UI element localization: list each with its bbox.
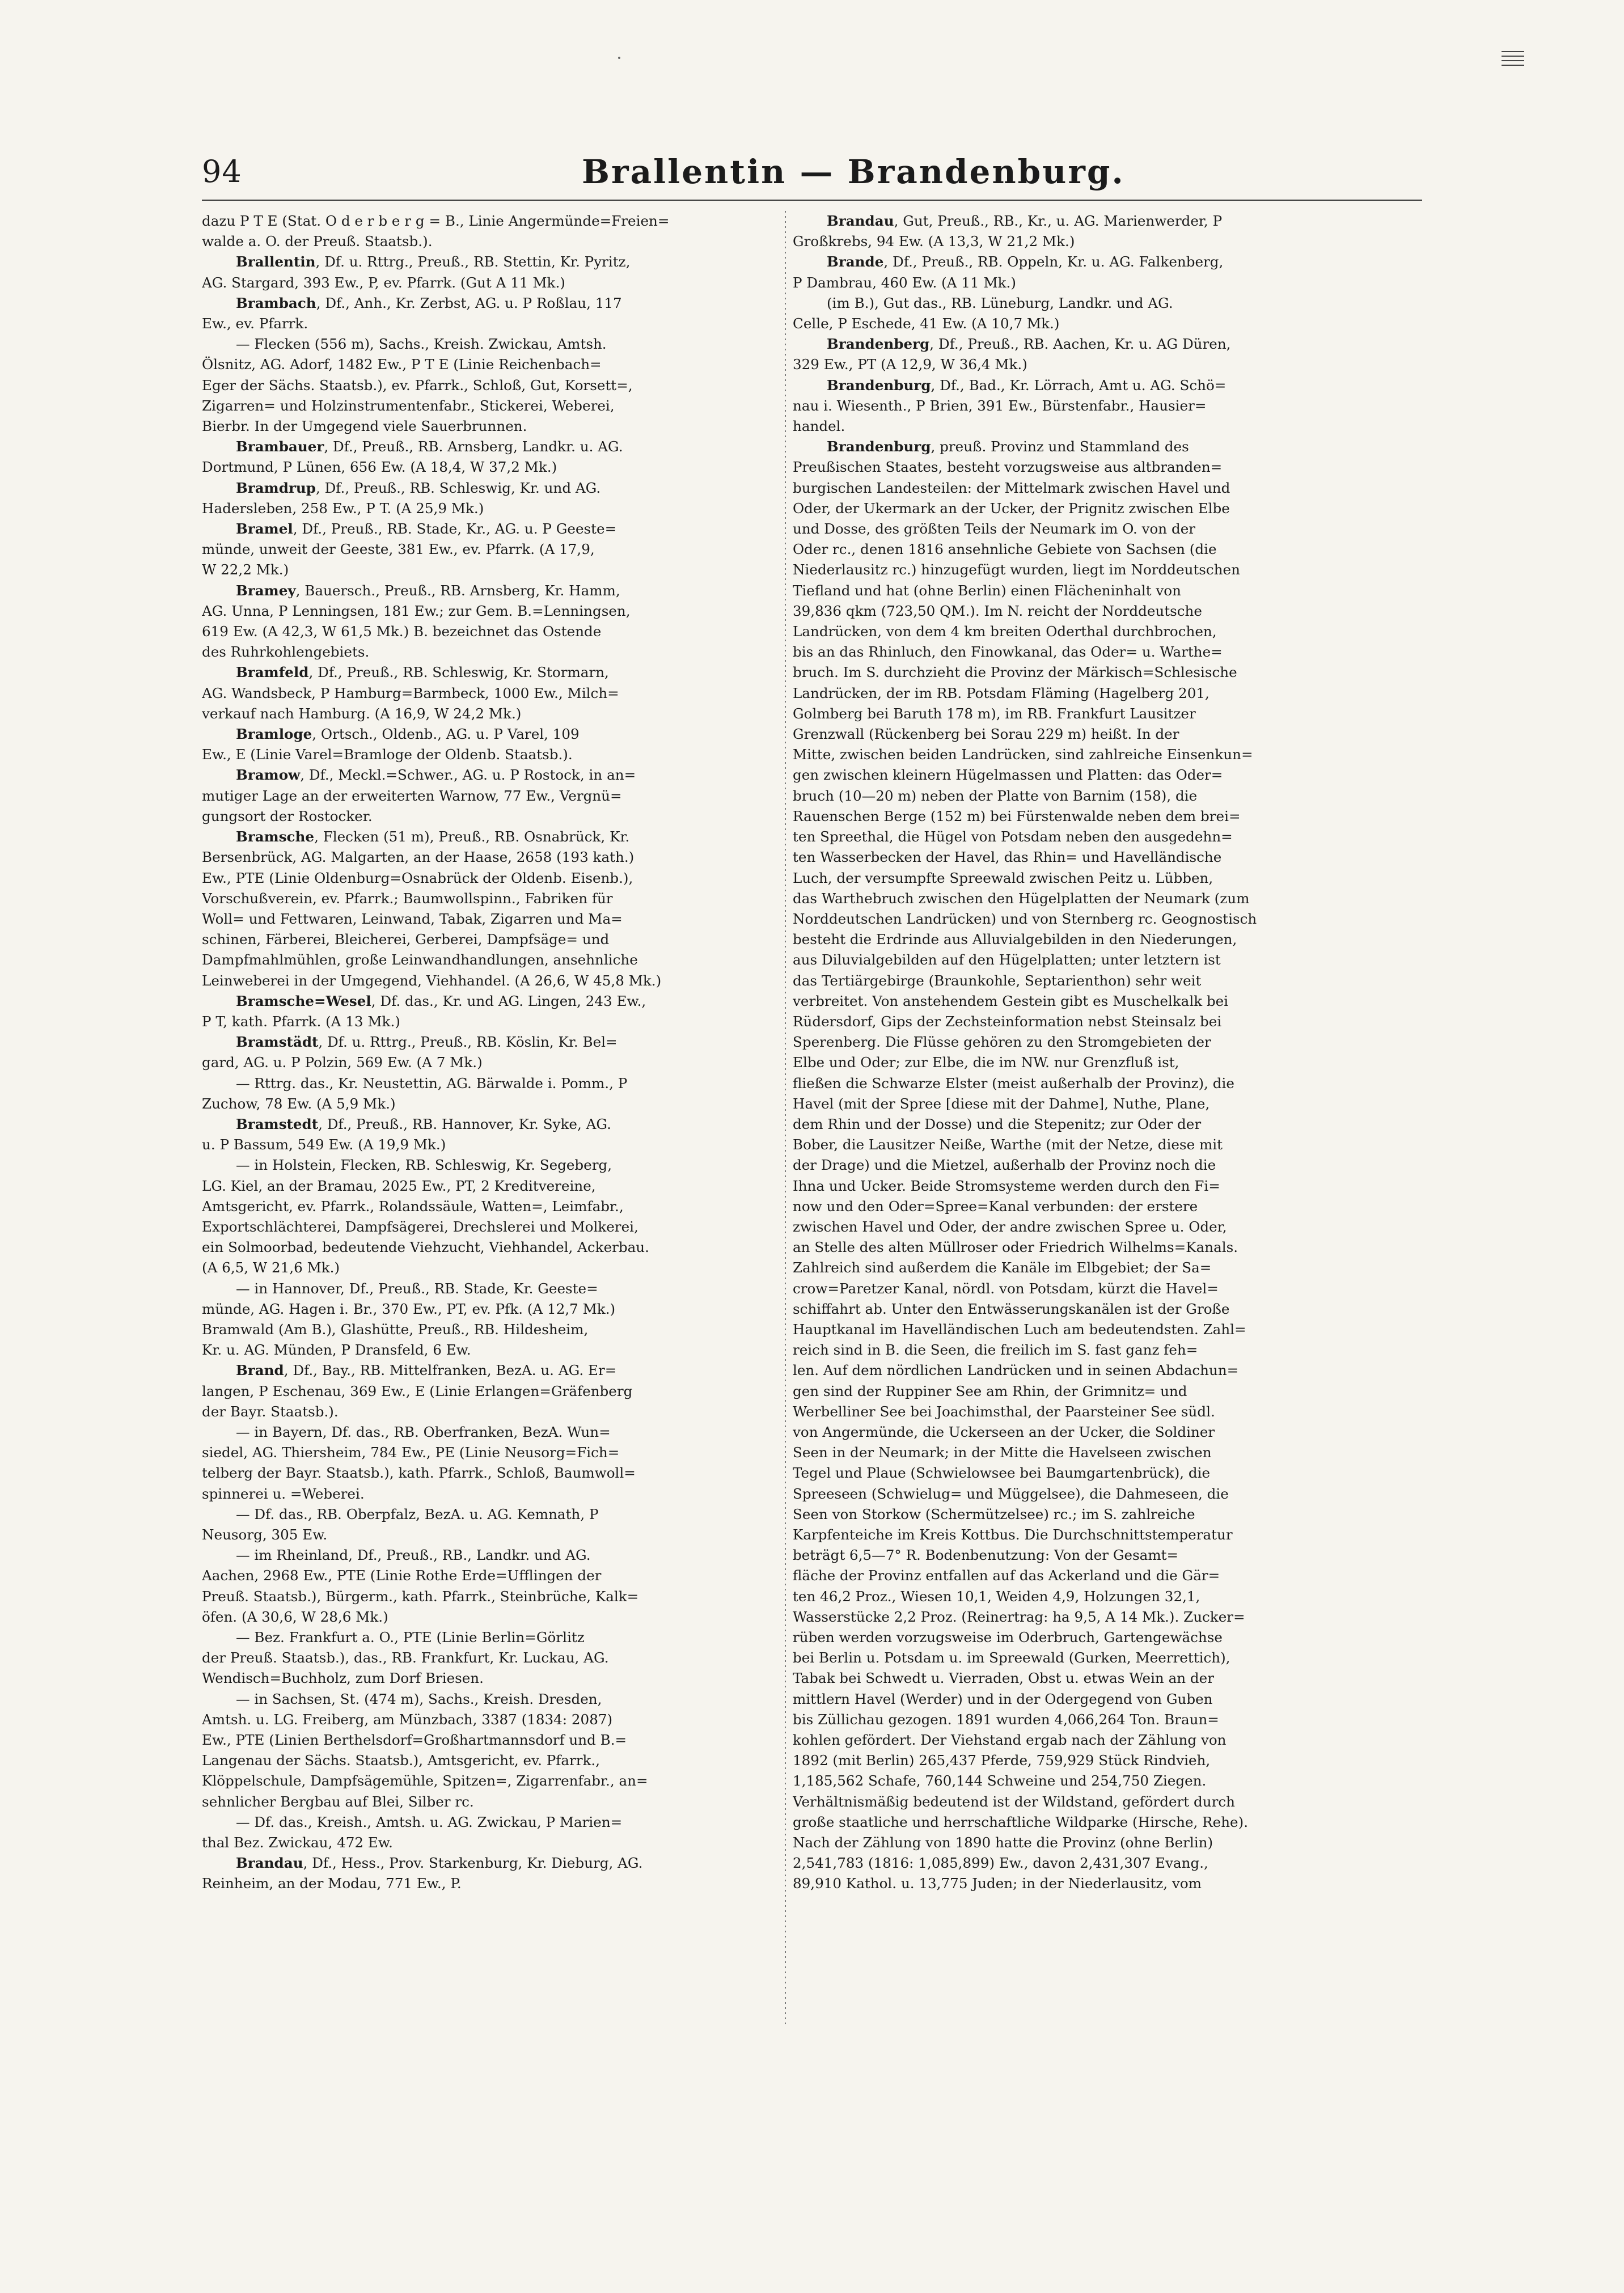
text-line: 2,541,783 (1816: 1,085,899) Ew., davon 2,431,307 Evang.,: [793, 1855, 1208, 1872]
text-line: gen zwischen kleinern Hügelmassen und Platten: das Oder=: [793, 767, 1223, 784]
entry-headword: Bramloge: [236, 726, 312, 743]
text-line: Klöppelschule, Dampfsägemühle, Spitzen=, Zigarrenfabr., an=: [202, 1772, 648, 1789]
text-line: rüben werden vorzugsweise im Oderbruch, Gartengewächse: [793, 1629, 1223, 1646]
text-line: Ew., E (Linie Varel=Bramloge der Oldenb. Staatsb.).: [202, 746, 573, 763]
entry-headword: Brambauer: [236, 438, 324, 455]
text-line: fläche der Provinz entfallen auf das Ackerland und die Gär=: [793, 1567, 1220, 1584]
text-line: Hauptkanal im Havelländischen Luch am bedeutendsten. Zahl=: [793, 1321, 1246, 1338]
text-line: Havel (mit der Spree [diese mit der Dahme], Nuthe, Plane,: [793, 1095, 1210, 1112]
text-line: Neusorg, 305 Ew.: [202, 1526, 328, 1543]
scan-edge-mark: [1502, 51, 1524, 108]
text-line: Celle, P Eschede, 41 Ew. (A 10,7 Mk.): [793, 315, 1060, 332]
text-line: Bramey, Bauersch., Preuß., RB. Arnsberg, Kr. Hamm,: [236, 582, 620, 599]
text-line: Ew., PTE (Linien Berthelsdorf=Großhartmannsdorf und B.=: [202, 1732, 627, 1749]
text-line: handel.: [793, 418, 845, 435]
entry-headword: Bramsche: [236, 828, 315, 845]
text-line: Großkrebs, 94 Ew. (A 13,3, W 21,2 Mk.): [793, 233, 1075, 250]
text-line: Spreeseen (Schwielug= und Müggelsee), die Dahmeseen, die: [793, 1485, 1229, 1502]
page-number: 94: [202, 154, 242, 189]
text-line: große staatliche und herrschaftliche Wildparke (Hirsche, Rehe).: [793, 1813, 1249, 1830]
text-line: gen sind der Ruppiner See am Rhin, der Grimnitz= und: [793, 1382, 1187, 1399]
text-line: bruch. Im S. durchzieht die Provinz der Märkisch=Schlesische: [793, 664, 1237, 681]
text-line: Nach der Zählung von 1890 hatte die Provinz (ohne Berlin): [793, 1834, 1213, 1851]
entry-headword: Bramstädt: [236, 1034, 319, 1051]
text-line: Eger der Sächs. Staatsb.), ev. Pfarrk., Schloß, Gut, Korsett=,: [202, 376, 633, 394]
text-line: Brandau, Gut, Preuß., RB., Kr., u. AG. Marienwerder, P: [827, 213, 1223, 229]
text-line: P T, kath. Pfarrk. (A 13 Mk.): [202, 1013, 400, 1030]
text-line: Bramstedt, Df., Preuß., RB. Hannover, Kr. Syke, AG.: [236, 1115, 611, 1132]
entry-headword: Brallentin: [236, 253, 316, 270]
text-line: Dortmund, P Lünen, 656 Ew. (A 18,4, W 37,2 Mk.): [202, 459, 557, 476]
text-line: mittlern Havel (Werder) und in der Odergegend von Guben: [793, 1690, 1213, 1707]
text-line: LG. Kiel, an der Bramau, 2025 Ew., PT, 2 Kreditvereine,: [202, 1177, 596, 1194]
text-line: Sperenberg. Die Flüsse gehören zu den Stromgebieten der: [793, 1034, 1211, 1051]
text-line: 329 Ew., PT (A 12,9, W 36,4 Mk.): [793, 356, 1027, 373]
text-line: len. Auf dem nördlichen Landrücken und in seinen Abdachun=: [793, 1362, 1239, 1379]
text-line: Landrücken, der im RB. Potsdam Fläming (Hagelberg 201,: [793, 684, 1209, 701]
text-line: Zigarren= und Holzinstrumentenfabr., Stickerei, Weberei,: [202, 397, 615, 414]
entry-headword: Brambach: [236, 294, 316, 311]
text-line: Niederlausitz rc.) hinzugefügt wurden, liegt im Norddeutschen: [793, 561, 1240, 578]
text-line: kohlen gefördert. Der Viehstand ergab nach der Zählung von: [793, 1732, 1227, 1749]
entry-headword: Bramdrup: [236, 479, 316, 496]
text-line: Brambauer, Df., Preuß., RB. Arnsberg, Landkr. u. AG.: [236, 438, 623, 455]
text-line: 619 Ew. (A 42,3, W 61,5 Mk.) B. bezeichnet das Ostende: [202, 623, 602, 640]
entry-headword: Brande: [827, 253, 884, 270]
text-line: Zuchow, 78 Ew. (A 5,9 Mk.): [202, 1095, 396, 1112]
text-line: Bramsche, Flecken (51 m), Preuß., RB. Osnabrück, Kr.: [236, 828, 630, 845]
text-line: Bramwald (Am B.), Glashütte, Preuß., RB. Hildesheim,: [202, 1321, 589, 1338]
text-line: Brandenburg, preuß. Provinz und Stammland des: [827, 438, 1189, 455]
text-line: Elbe und Oder; zur Elbe, die im NW. nur Grenzfluß ist,: [793, 1054, 1179, 1071]
text-line: Tabak bei Schwedt u. Vierraden, Obst u. etwas Wein an der: [793, 1670, 1214, 1687]
text-line: schinen, Färberei, Bleicherei, Gerberei, Dampfsäge= und: [202, 931, 610, 948]
text-line: Zahlreich sind außerdem die Kanäle im Elbgebiet; der Sa=: [793, 1259, 1212, 1276]
text-line: ein Solmoorbad, bedeutende Viehzucht, Viehhandel, Ackerbau.: [202, 1239, 649, 1256]
text-line: beträgt 6,5—7° R. Bodenbenutzung: Von der Gesamt=: [793, 1547, 1179, 1564]
header-rule: [202, 200, 1422, 201]
text-line: aus Diluvialgebilden auf den Hügelplatten; unter letztern ist: [793, 951, 1221, 968]
text-line: der Bayr. Staatsb.).: [202, 1403, 339, 1420]
text-line: crow=Paretzer Kanal, nördl. von Potsdam, kürzt die Havel=: [793, 1280, 1219, 1297]
text-line: verbreitet. Von anstehendem Gestein gibt es Muschelkalk bei: [793, 992, 1229, 1009]
text-line: — Flecken (556 m), Sachs., Kreish. Zwickau, Amtsh.: [236, 336, 607, 353]
text-line: now und den Oder=Spree=Kanal verbunden: der erstere: [793, 1198, 1198, 1215]
text-line: Brande, Df., Preuß., RB. Oppeln, Kr. u. AG. Falkenberg,: [827, 253, 1224, 270]
text-line: siedel, AG. Thiersheim, 784 Ew., PE (Linie Neusorg=Fich=: [202, 1444, 620, 1461]
text-line: öfen. (A 30,6, W 28,6 Mk.): [202, 1608, 388, 1625]
text-line: spinnerei u. =Weberei.: [202, 1485, 365, 1502]
text-line: bis an das Rhinluch, den Finowkanal, das Oder= u. Warthe=: [793, 644, 1223, 661]
text-line: Seen in der Neumark; in der Mitte die Havelseen zwischen: [793, 1444, 1212, 1461]
text-line: — Bez. Frankfurt a. O., PTE (Linie Berlin=Görlitz: [236, 1629, 585, 1646]
text-line: dazu P T E (Stat. O d e r b e r g = B., Linie Angermünde=Freien=: [202, 213, 670, 229]
text-line: Mitte, zwischen beiden Landrücken, sind zahlreiche Einsenkun=: [793, 746, 1253, 763]
text-line: Bramow, Df., Meckl.=Schwer., AG. u. P Rostock, in an=: [236, 767, 636, 784]
text-line: der Drage) und die Mietzel, außerhalb der Provinz noch die: [793, 1157, 1216, 1174]
entry-headword: Bramstedt: [236, 1115, 319, 1132]
text-line: Brambach, Df., Anh., Kr. Zerbst, AG. u. P Roßlau, 117: [236, 294, 622, 311]
text-line: Brandenburg, Df., Bad., Kr. Lörrach, Amt u. AG. Schö=: [827, 376, 1227, 394]
entry-headword: Bramel: [236, 521, 293, 538]
text-line: des Ruhrkohlengebiets.: [202, 644, 370, 661]
text-line: W 22,2 Mk.): [202, 561, 289, 578]
text-line: sehnlicher Bergbau auf Blei, Silber rc.: [202, 1793, 474, 1810]
text-line: das Warthebruch zwischen den Hügelplatten der Neumark (zum: [793, 890, 1250, 907]
text-line: — in Sachsen, St. (474 m), Sachs., Kreish. Dresden,: [236, 1690, 602, 1707]
text-line: reich sind in B. die Seen, die freilich im S. fast ganz feh=: [793, 1342, 1198, 1359]
entry-headword: Bramow: [236, 767, 301, 784]
text-line: Reinheim, an der Modau, 771 Ew., P.: [202, 1875, 462, 1892]
entry-headword: Brandau: [827, 213, 894, 229]
text-line: münde, AG. Hagen i. Br., 370 Ew., PT, ev. Pfk. (A 12,7 Mk.): [202, 1300, 616, 1317]
text-line: Preuß. Staatsb.), Bürgerm., kath. Pfarrk., Steinbrüche, Kalk=: [202, 1588, 639, 1605]
text-line: — in Holstein, Flecken, RB. Schleswig, Kr. Segeberg,: [236, 1157, 612, 1174]
text-line: Bober, die Lausitzer Neiße, Warthe (mit der Netze, diese mit: [793, 1136, 1223, 1153]
text-line: Brallentin, Df. u. Rttrg., Preuß., RB. Stettin, Kr. Pyritz,: [236, 253, 631, 270]
column-divider: [785, 211, 786, 2025]
text-line: besteht die Erdrinde aus Alluvialgebilden in den Niederungen,: [793, 931, 1237, 948]
entry-headword: Brand: [236, 1362, 284, 1379]
text-line: 1,185,562 Schafe, 760,144 Schweine und 254,750 Ziegen.: [793, 1772, 1207, 1789]
text-line: an Stelle des alten Müllroser oder Friedrich Wilhelms=Kanals.: [793, 1239, 1238, 1256]
text-line: thal Bez. Zwickau, 472 Ew.: [202, 1834, 393, 1851]
text-line: Amtsh. u. LG. Freiberg, am Münzbach, 3387 (1834: 2087): [202, 1711, 613, 1728]
text-line: Bramstädt, Df. u. Rttrg., Preuß., RB. Köslin, Kr. Bel=: [236, 1034, 618, 1051]
text-line: Bramsche=Wesel, Df. das., Kr. und AG. Lingen, 243 Ew.,: [236, 992, 646, 1009]
text-line: Woll= und Fettwaren, Leinwand, Tabak, Zigarren und Ma=: [202, 910, 623, 927]
scan-speck: [618, 57, 620, 59]
text-line: nau i. Wiesenth., P Brien, 391 Ew., Bürstenfabr., Hausier=: [793, 397, 1207, 414]
text-line: AG. Unna, P Lenningsen, 181 Ew.; zur Gem. B.=Lenningsen,: [202, 602, 631, 619]
text-line: 39,836 qkm (723,50 QM.). Im N. reicht der Norddeutsche: [793, 602, 1202, 619]
text-line: Preußischen Staates, besteht vorzugsweise aus altbranden=: [793, 459, 1223, 476]
text-line: langen, P Eschenau, 369 Ew., E (Linie Erlangen=Gräfenberg: [202, 1382, 633, 1399]
text-line: münde, unweit der Geeste, 381 Ew., ev. Pfarrk. (A 17,9,: [202, 541, 595, 558]
text-line: Werbelliner See bei Joachimsthal, der Paarsteiner See südl.: [793, 1403, 1215, 1420]
text-line: fließen die Schwarze Elster (meist außerhalb der Provinz), die: [793, 1074, 1234, 1091]
entry-headword: Brandau: [236, 1855, 303, 1872]
text-line: gard, AG. u. P Polzin, 569 Ew. (A 7 Mk.): [202, 1054, 483, 1071]
entry-headword: Bramfeld: [236, 664, 309, 681]
text-line: Grenzwall (Rückenberg bei Sorau 229 m) heißt. In der: [793, 726, 1179, 743]
text-line: Bramel, Df., Preuß., RB. Stade, Kr., AG. u. P Geeste=: [236, 521, 617, 538]
text-line: Tiefland und hat (ohne Berlin) einen Flächeninhalt von: [793, 582, 1181, 599]
text-line: Dampfmahlmühlen, große Leinwandhandlungen, ansehnliche: [202, 951, 638, 968]
text-line: u. P Bassum, 549 Ew. (A 19,9 Mk.): [202, 1136, 446, 1153]
text-line: Wasserstücke 2,2 Proz. (Reinertrag: ha 9,5, A 14 Mk.). Zucker=: [793, 1608, 1245, 1625]
right-column: [793, 211, 1422, 2229]
text-line: telberg der Bayr. Staatsb.), kath. Pfarrk., Schloß, Baumwoll=: [202, 1465, 636, 1482]
entry-headword: Bramey: [236, 582, 296, 599]
entry-headword: Bramsche=Wesel: [236, 992, 371, 1009]
text-line: Ew., ev. Pfarrk.: [202, 315, 308, 332]
text-line: Luch, der versumpfte Spreewald zwischen Peitz u. Lübben,: [793, 869, 1213, 886]
entry-headword: Brandenberg: [827, 336, 930, 353]
text-line: Bramloge, Ortsch., Oldenb., AG. u. P Varel, 109: [236, 726, 580, 743]
text-line: Norddeutschen Landrücken) und von Sternberg rc. Geognostisch: [793, 910, 1257, 927]
text-line: ten Spreethal, die Hügel von Potsdam neben den ausgedehn=: [793, 828, 1233, 845]
text-line: verkauf nach Hamburg. (A 16,9, W 24,2 Mk.): [202, 705, 522, 722]
text-line: AG. Wandsbeck, P Hamburg=Barmbeck, 1000 Ew., Milch=: [202, 684, 619, 701]
text-line: Bersenbrück, AG. Malgarten, an der Haase, 2658 (193 kath.): [202, 849, 635, 866]
text-line: bis Züllichau gezogen. 1891 wurden 4,066,264 Ton. Braun=: [793, 1711, 1219, 1728]
text-line: gungsort der Rostocker.: [202, 807, 373, 824]
text-line: Bramdrup, Df., Preuß., RB. Schleswig, Kr. und AG.: [236, 479, 601, 496]
text-line: Oder rc., denen 1816 ansehnliche Gebiete von Sachsen (die: [793, 541, 1217, 558]
text-line: burgischen Landesteilen: der Mittelmark zwischen Havel und: [793, 479, 1230, 496]
text-line: Kr. u. AG. Münden, P Dransfeld, 6 Ew.: [202, 1342, 471, 1359]
text-line: — in Hannover, Df., Preuß., RB. Stade, Kr. Geeste=: [236, 1280, 598, 1297]
entry-headword: Brandenburg: [827, 376, 931, 394]
text-line: und Dosse, des größten Teils der Neumark im O. von der: [793, 521, 1195, 538]
text-line: Karpfenteiche im Kreis Kottbus. Die Durchschnittstemperatur: [793, 1526, 1233, 1543]
text-line: ten Wasserbecken der Havel, das Rhin= und Havelländische: [793, 849, 1222, 866]
text-line: (A 6,5, W 21,6 Mk.): [202, 1259, 340, 1276]
text-line: (im B.), Gut das., RB. Lüneburg, Landkr. und AG.: [827, 294, 1173, 311]
text-line: Vorschußverein, ev. Pfarrk.; Baumwollspinn., Fabriken für: [202, 890, 613, 907]
text-line: — in Bayern, Df. das., RB. Oberfranken, BezA. Wun=: [236, 1423, 611, 1440]
text-line: Ihna und Ucker. Beide Stromsysteme werden durch den Fi=: [793, 1177, 1220, 1194]
text-line: mutiger Lage an der erweiterten Warnow, 77 Ew., Vergnü=: [202, 787, 622, 804]
text-line: Rauenschen Berge (152 m) bei Fürstenwalde neben dem brei=: [793, 807, 1241, 824]
text-line: Brand, Df., Bay., RB. Mittelfranken, BezA. u. AG. Er=: [236, 1362, 617, 1379]
text-line: P Dambrau, 460 Ew. (A 11 Mk.): [793, 274, 1016, 291]
text-line: von Angermünde, die Uckerseen an der Ucker, die Soldiner: [793, 1423, 1215, 1440]
text-line: Brandau, Df., Hess., Prov. Starkenburg, Kr. Dieburg, AG.: [236, 1855, 643, 1872]
text-line: Tegel und Plaue (Schwielowsee bei Baumgartenbrück), die: [793, 1465, 1211, 1482]
text-line: Wendisch=Buchholz, zum Dorf Briesen.: [202, 1670, 484, 1687]
text-line: Verhältnismäßig bedeutend ist der Wildstand, gefördert durch: [793, 1793, 1235, 1810]
left-column: [202, 211, 780, 2229]
text-line: Leinweberei in der Umgegend, Viehhandel. (A 26,6, W 45,8 Mk.): [202, 972, 662, 989]
text-line: Rüdersdorf, Gips der Zechsteinformation nebst Steinsalz bei: [793, 1013, 1222, 1030]
text-line: — Rttrg. das., Kr. Neustettin, AG. Bärwalde i. Pomm., P: [236, 1074, 628, 1091]
text-line: Golmberg bei Baruth 178 m), im RB. Frankfurt Lausitzer: [793, 705, 1196, 722]
text-line: Landrücken, von dem 4 km breiten Oderthal durchbrochen,: [793, 623, 1217, 640]
text-line: Ölsnitz, AG. Adorf, 1482 Ew., P T E (Linie Reichenbach=: [202, 356, 602, 373]
text-line: Amtsgericht, ev. Pfarrk., Rolandssäule, Watten=, Leimfabr.,: [202, 1198, 624, 1215]
text-line: Langenau der Sächs. Staatsb.), Amtsgericht, ev. Pfarrk.,: [202, 1752, 600, 1769]
text-line: Exportschlächterei, Dampfsägerei, Drechslerei und Molkerei,: [202, 1218, 638, 1235]
text-line: der Preuß. Staatsb.), das., RB. Frankfurt, Kr. Luckau, AG.: [202, 1649, 609, 1666]
text-line: Seen von Storkow (Schermützelsee) rc.; im S. zahlreiche: [793, 1505, 1195, 1522]
text-line: Brandenberg, Df., Preuß., RB. Aachen, Kr. u. AG Düren,: [827, 336, 1231, 353]
text-line: Aachen, 2968 Ew., PTE (Linie Rothe Erde=Ufflingen der: [202, 1567, 602, 1584]
text-line: 1892 (mit Berlin) 265,437 Pferde, 759,929 Stück Rindvieh,: [793, 1752, 1211, 1769]
text-line: 89,910 Kathol. u. 13,775 Juden; in der Niederlausitz, vom: [793, 1875, 1202, 1892]
text-line: das Tertiärgebirge (Braunkohle, Septarienthon) sehr weit: [793, 972, 1202, 989]
text-line: Bierbr. In der Umgegend viele Sauerbrunnen.: [202, 418, 527, 435]
text-line: ten 46,2 Proz., Wiesen 10,1, Weiden 4,9, Holzungen 32,1,: [793, 1588, 1200, 1605]
running-title: Brallentin — Brandenburg.: [582, 153, 1125, 191]
text-line: Bramfeld, Df., Preuß., RB. Schleswig, Kr. Stormarn,: [236, 664, 609, 681]
text-line: Hadersleben, 258 Ew., P T. (A 25,9 Mk.): [202, 500, 484, 517]
text-line: — Df. das., Kreish., Amtsh. u. AG. Zwickau, P Marien=: [236, 1813, 623, 1830]
text-line: dem Rhin und der Dosse) und die Stepenitz; zur Oder der: [793, 1115, 1202, 1132]
text-line: — Df. das., RB. Oberpfalz, BezA. u. AG. Kemnath, P: [236, 1505, 599, 1522]
text-line: Ew., PTE (Linie Oldenburg=Osnabrück der Oldenb. Eisenb.),: [202, 869, 633, 886]
text-line: bei Berlin u. Potsdam u. im Spreewald (Gurken, Meerrettich),: [793, 1649, 1230, 1666]
text-line: AG. Stargard, 393 Ew., P, ev. Pfarrk. (Gut A 11 Mk.): [202, 274, 565, 291]
text-line: Oder, der Ukermark an der Ucker, der Prignitz zwischen Elbe: [793, 500, 1230, 517]
page-header: [202, 152, 1422, 197]
text-line: walde a. O. der Preuß. Staatsb.).: [202, 233, 433, 250]
text-line: zwischen Havel und Oder, der andre zwischen Spree u. Oder,: [793, 1218, 1227, 1235]
text-line: — im Rheinland, Df., Preuß., RB., Landkr. und AG.: [236, 1547, 591, 1564]
text-line: bruch (10—20 m) neben der Platte von Barnim (158), die: [793, 787, 1198, 804]
text-line: schiffahrt ab. Unter den Entwässerungskanälen ist der Große: [793, 1300, 1230, 1317]
entry-headword: Brandenburg: [827, 438, 931, 455]
